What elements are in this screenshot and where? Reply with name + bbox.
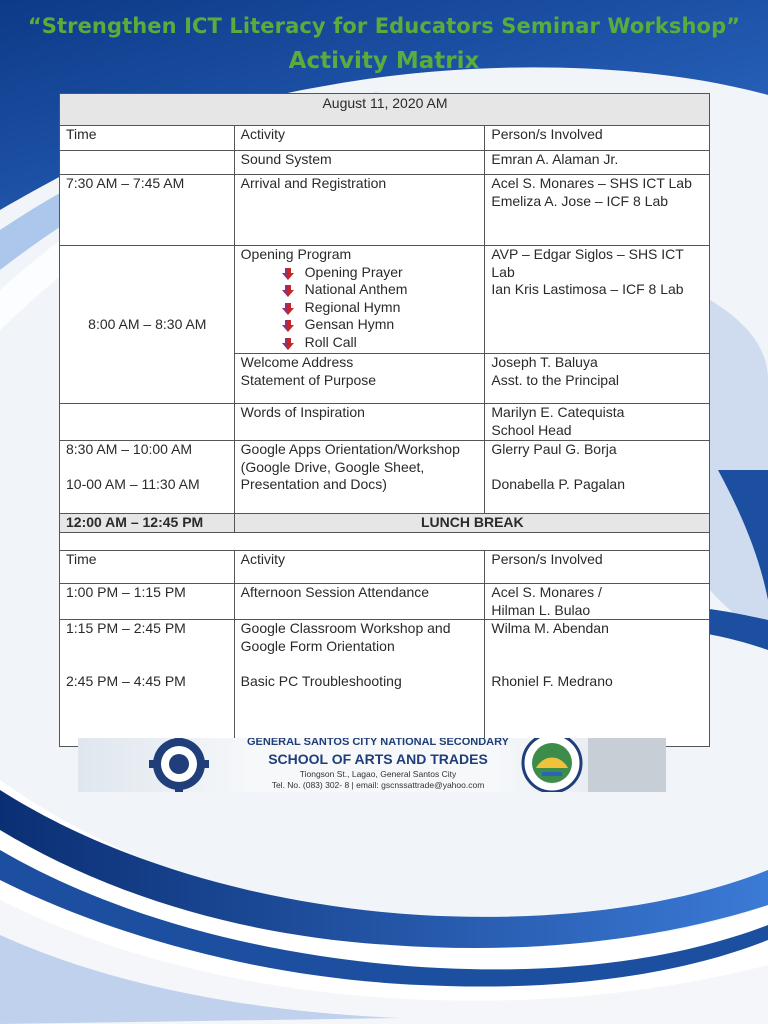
seminar-title: “Strengthen ICT Literacy for Educators Seminar Workshop” [27,14,741,38]
activity-cell: Arrival and Registration [234,175,485,246]
time-line: 1:15 PM – 2:45 PM [66,620,186,636]
table-row [60,175,710,246]
activity-line: Basic PC Troubleshooting [240,672,402,689]
red-arrow-down-icon [281,285,295,297]
person-line: Marilyn E. Catequista [491,404,625,420]
activity-title: Opening Program [240,246,352,262]
deped-seal-icon [516,738,588,792]
activity-line: Google Form Orientation [240,637,395,654]
activity-line: Presentation and Docs) [240,476,387,492]
column-header-activity: Activity [234,126,485,151]
persons-cell [485,584,710,620]
activity-line: Google Apps Orientation/Workshop [240,441,460,457]
table-row [60,246,710,354]
person-line: Hilman L. Bulao [491,601,591,618]
table-row [60,404,710,441]
time-line: 10-00 AM – 11:30 AM [66,476,200,492]
school-top-line: GENERAL SANTOS CITY NATIONAL SECONDARY [247,738,509,748]
person-line: Donabella P. Pagalan [491,476,626,492]
list-item: Roll Call [281,334,480,352]
table-row [60,584,710,620]
time-cell [60,404,235,441]
time-line: 2:45 PM – 4:45 PM [66,672,186,689]
column-header-persons: Person/s Involved [485,126,710,151]
activity-line: (Google Drive, Google Sheet, [240,458,425,475]
gear-logo-icon [140,738,218,792]
school-logo-band [78,738,666,792]
activity-cell: Afternoon Session Attendance [234,584,485,620]
person-line: School Head [491,421,572,438]
time-cell [60,441,235,514]
red-arrow-down-icon [281,320,295,332]
red-arrow-down-icon [281,303,295,315]
time-cell [60,151,235,175]
column-header-persons: Person/s Involved [485,551,710,584]
list-item: Regional Hymn [281,299,480,317]
date-header: August 11, 2020 AM [60,94,710,126]
persons-cell [485,175,710,246]
lunch-time-cell: 12:00 AM – 12:45 PM [60,514,235,533]
persons-cell [485,620,710,747]
spacer-row [60,533,710,551]
column-header-time: Time [60,126,235,151]
activity-matrix-table [59,93,710,747]
person-line: Ian Kris Lastimosa – ICF 8 Lab [491,281,684,297]
activity-line: Statement of Purpose [240,371,377,388]
time-cell: 1:00 PM – 1:15 PM [60,584,235,620]
red-arrow-down-icon [281,268,295,280]
activity-cell [234,354,485,404]
table-row [60,151,710,175]
activity-cell [234,246,485,354]
person-line: Acel S. Monares – SHS ICT Lab [491,175,692,191]
table-row [60,441,710,514]
time-cell: 7:30 AM – 7:45 AM [60,175,235,246]
column-header-time: Time [60,551,235,584]
person-line: Acel S. Monares / [491,584,602,600]
list-item: Gensan Hymn [281,316,480,334]
activity-cell: Words of Inspiration [234,404,485,441]
activity-line: Welcome Address [240,354,354,370]
persons-cell: Emran A. Alaman Jr. [485,151,710,175]
persons-cell [485,441,710,514]
time-line: 8:30 AM – 10:00 AM [66,441,193,457]
persons-cell [485,246,710,354]
person-line: Joseph T. Baluya [491,354,598,370]
activity-line: Google Classroom Workshop and [240,620,451,636]
person-line: Wilma M. Abendan [491,620,609,636]
list-item: Opening Prayer [281,264,480,282]
table-row [60,551,710,584]
list-item: National Anthem [281,281,480,299]
program-list [241,264,480,352]
persons-cell [485,354,710,404]
school-contact: Tel. No. (083) 302- 8 | email: gscnssattrade@yahoo.com [271,780,485,790]
lunch-break-label: LUNCH BREAK [234,514,709,533]
time-cell [60,620,235,747]
time-cell: 8:00 AM – 8:30 AM [60,246,235,404]
persons-cell [485,404,710,441]
activity-cell [234,441,485,514]
activity-cell: Sound System [234,151,485,175]
school-address: Tiongson St., Lagao, General Santos City [299,769,457,779]
person-line: AVP – Edgar Siglos – SHS ICT Lab [491,246,684,280]
column-header-activity: Activity [234,551,485,584]
table-row [60,514,710,533]
activity-cell [234,620,485,747]
person-line: Emeliza A. Jose – ICF 8 Lab [491,192,669,209]
red-arrow-down-icon [281,338,295,350]
table-row [60,620,710,747]
school-name: SCHOOL OF ARTS AND TRADES [268,751,488,767]
person-line: Asst. to the Principal [491,371,619,388]
school-building-image [588,738,666,792]
person-line: Rhoniel F. Medrano [491,672,613,689]
person-line: Glerry Paul G. Borja [491,441,617,457]
table-row [60,94,710,126]
table-row [60,126,710,151]
matrix-title: Activity Matrix [288,48,480,74]
table-row [60,533,710,551]
